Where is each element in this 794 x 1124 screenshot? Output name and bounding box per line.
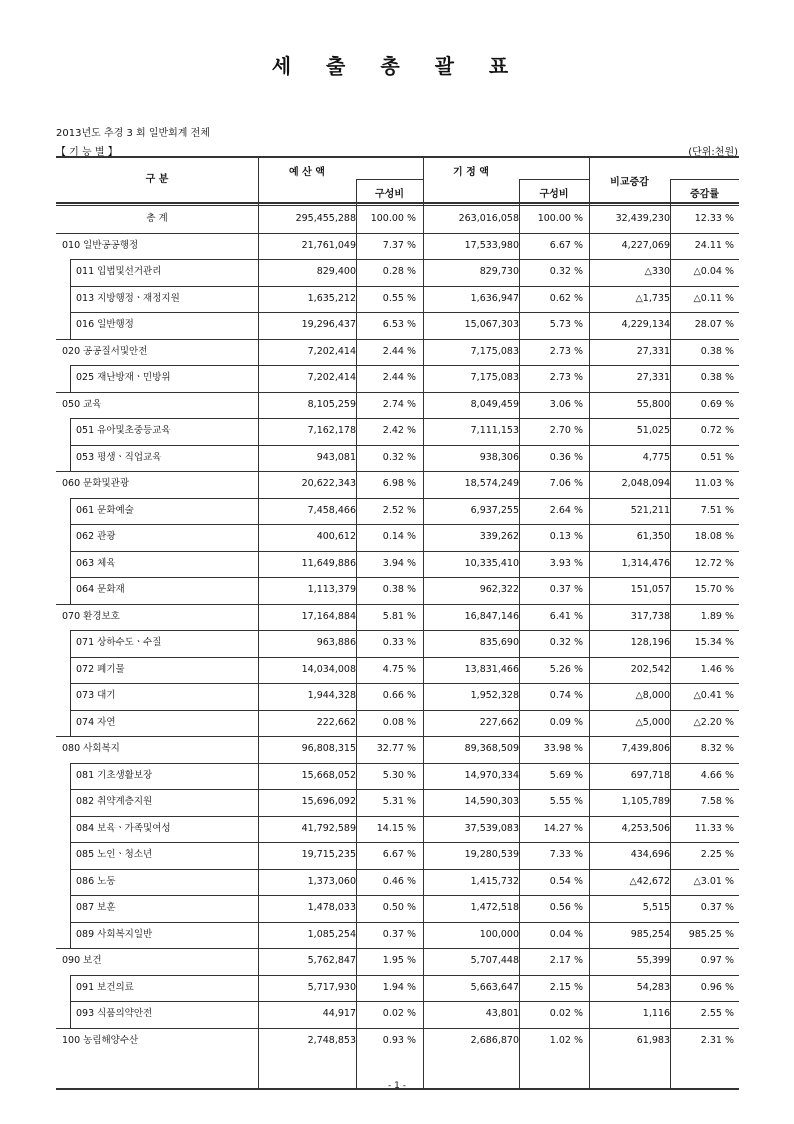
row-value-v5: 61,983 [636,1034,670,1046]
row-value-v3: 100,000 [479,928,519,940]
row-value-v6: 0.38 % [700,372,734,383]
table-row [56,233,739,259]
document-subtitle: 2013년도 추경 3 회 일반회계 전체 [56,128,210,139]
row-value-v1: 15,668,052 [301,769,356,781]
row-value-v5: 128,196 [630,637,670,648]
row-value-v2: 2.42 % [382,425,416,436]
row-value-v4: 0.13 % [549,531,583,542]
row-category: 060 문화및관광 [62,478,130,489]
row-value-v5: 1,105,789 [621,796,670,807]
header-category: 구 분 [145,174,169,185]
row-value-v6: 1.46 % [700,663,734,675]
table-row [56,365,739,391]
row-value-v1: 44,917 [322,1008,356,1019]
row-value-v5: △330 [644,266,670,277]
row-value-v6: 12.72 % [694,557,734,569]
row-value-v2: 2.44 % [382,345,416,357]
row-value-v6: 0.37 % [700,902,734,913]
row-value-v3: 16,847,146 [464,610,519,622]
row-value-v4: 7.06 % [549,478,583,489]
row-value-v3: 19,280,539 [464,849,519,860]
row-value-v3: 829,730 [479,266,519,277]
row-value-v1: 1,113,379 [307,584,356,595]
row-value-v1: 7,458,466 [307,504,356,516]
row-value-v4: 5.55 % [549,796,583,807]
row-value-v5: △42,672 [629,875,670,887]
table-row [56,630,739,656]
header-budget-ratio: 구성비 [375,189,404,200]
row-value-v2: 0.46 % [382,875,416,887]
row-value-v2: 2.44 % [382,372,416,383]
row-value-v6: 2.55 % [700,1008,734,1019]
row-value-v6: △0.11 % [693,292,734,304]
row-value-v6: 7.51 % [700,504,734,516]
row-value-v6: 2.25 % [700,849,734,860]
row-value-v5: 27,331 [636,345,670,357]
row-value-v1: 19,715,235 [301,849,356,860]
row-value-v3: 263,016,058 [458,213,519,224]
table-row [56,816,739,842]
row-value-v1: 11,649,886 [301,557,356,569]
row-category: 013 지방행정ㆍ재정지원 [76,292,180,304]
row-value-v1: 7,202,414 [307,372,356,383]
row-value-v5: 54,283 [636,981,670,993]
row-category: 082 취약계층지원 [76,796,153,807]
row-value-v1: 21,761,049 [301,239,356,251]
row-value-v1: 829,400 [316,266,356,277]
row-value-v6: 15.34 % [694,637,734,648]
row-value-v2: 3.94 % [382,557,416,569]
row-value-v3: 1,415,732 [470,875,519,887]
row-value-v6: 0.96 % [700,981,734,993]
row-value-v3: 89,368,509 [464,743,519,754]
row-value-v6: △2.20 % [693,716,734,728]
row-category: 089 사회복지일반 [76,928,153,940]
row-value-v2: 100.00 % [370,213,416,224]
table-row [56,683,739,709]
row-value-v3: 15,067,303 [464,319,519,330]
row-category: 093 식품의약안전 [76,1008,153,1019]
row-value-v2: 0.93 % [382,1034,416,1046]
row-value-v1: 1,373,060 [307,875,356,887]
row-value-v2: 0.66 % [382,690,416,701]
row-value-v1: 2,748,853 [307,1034,356,1046]
row-value-v4: 5.69 % [549,769,583,781]
row-category: 081 기초생활보장 [76,769,153,781]
row-value-v6: 28.07 % [694,319,734,330]
row-value-v2: 2.74 % [382,398,416,410]
row-value-v3: 2,686,870 [470,1034,519,1046]
row-value-v4: 100.00 % [537,213,583,224]
row-category: 071 상하수도ㆍ수질 [76,637,162,648]
table-row [56,339,739,365]
row-value-v2: 0.55 % [382,292,416,304]
row-value-v1: 5,762,847 [307,955,356,966]
row-value-v4: 0.09 % [549,716,583,728]
page-number: - 1 - [388,1081,406,1091]
row-value-v4: 3.06 % [549,398,583,410]
row-category: 070 환경보호 [62,610,120,622]
row-value-v5: 27,331 [636,372,670,383]
row-value-v3: 8,049,459 [470,398,519,410]
row-value-v6: 1.89 % [700,610,734,622]
table-row [56,657,739,683]
table-row [56,259,739,285]
row-value-v3: 227,662 [479,716,519,728]
row-value-v3: 18,574,249 [464,478,519,489]
row-value-v5: 202,542 [630,663,670,675]
row-value-v1: 1,085,254 [307,928,356,940]
row-value-v3: 835,690 [479,637,519,648]
row-category: 091 보건의료 [76,981,134,993]
table-row [56,445,739,471]
row-value-v1: 963,886 [316,637,356,648]
table-row [56,710,739,736]
row-category: 016 일반행정 [76,319,134,330]
row-category: 025 재난방재ㆍ민방위 [76,372,171,383]
row-value-v4: 2.64 % [549,504,583,516]
row-value-v3: 7,111,153 [470,425,519,436]
row-value-v5: 5,515 [642,902,670,913]
row-value-v6: 0.51 % [700,451,734,463]
row-value-v4: 2.17 % [549,955,583,966]
row-value-v5: 2,048,094 [621,478,670,489]
row-value-v6: 0.72 % [700,425,734,436]
row-value-v5: 1,116 [642,1008,670,1019]
row-value-v5: 4,253,506 [621,822,670,834]
row-value-v3: 7,175,083 [470,372,519,383]
row-value-v1: 7,202,414 [307,345,356,357]
row-value-v4: 14.27 % [543,822,583,834]
row-value-v1: 1,478,033 [307,902,356,913]
row-value-v5: 985,254 [630,928,670,940]
table-row [56,577,739,603]
row-value-v5: 151,057 [630,584,670,595]
row-category: 051 유아및초중등교육 [76,425,171,436]
row-value-v6: 15.70 % [694,584,734,595]
row-value-v1: 7,162,178 [307,425,356,436]
row-category: 073 대기 [76,690,116,701]
row-value-v4: 0.32 % [549,637,583,648]
row-value-v1: 20,622,343 [301,478,356,489]
row-value-v1: 41,792,589 [301,822,356,834]
row-value-v6: △0.04 % [693,266,734,277]
row-value-v2: 0.02 % [382,1008,416,1019]
row-value-v2: 7.37 % [382,239,416,251]
row-category: 063 체육 [76,557,116,569]
table-row [56,286,739,312]
header-budget: 예 산 액 [289,167,325,178]
row-value-v1: 400,612 [316,531,356,542]
row-category: 074 자연 [76,716,116,728]
row-value-v1: 14,034,008 [301,663,356,675]
row-value-v5: 317,738 [630,610,670,622]
row-value-v6: 0.97 % [700,955,734,966]
row-value-v2: 0.28 % [382,266,416,277]
row-value-v3: 14,590,303 [464,796,519,807]
row-value-v3: 7,175,083 [470,345,519,357]
row-value-v5: 434,696 [630,849,670,860]
row-value-v2: 14.15 % [376,822,416,834]
row-value-v4: 0.36 % [549,451,583,463]
row-category: 050 교육 [62,398,102,410]
row-value-v4: 0.04 % [549,928,583,940]
table-row [56,1001,739,1027]
table-row [56,922,739,948]
row-value-v1: 5,717,930 [307,981,356,993]
row-value-v5: 4,229,134 [621,319,670,330]
row-value-v4: 0.74 % [549,690,583,701]
row-value-v2: 0.38 % [382,584,416,595]
table-row [56,736,739,762]
row-value-v2: 5.30 % [382,769,416,781]
row-value-v6: 985.25 % [688,928,734,940]
row-value-v2: 1.95 % [382,955,416,966]
row-value-v1: 17,164,884 [301,610,356,622]
row-value-v6: △3.01 % [693,875,734,887]
row-value-v4: 5.26 % [549,663,583,675]
row-category: 053 평생ㆍ직업교육 [76,451,162,463]
row-value-v3: 1,636,947 [470,292,519,304]
header-compare: 비교증감 [610,177,649,188]
row-value-v5: 61,350 [636,531,670,542]
row-value-v4: 7.33 % [549,849,583,860]
header-prior-ratio: 구성비 [539,189,569,200]
row-value-v2: 4.75 % [382,663,416,675]
table-row [56,1028,739,1054]
row-value-v3: 13,831,466 [464,663,519,675]
row-value-v1: 8,105,259 [307,398,356,410]
row-value-v4: 6.67 % [549,239,583,251]
row-value-v1: 96,808,315 [301,743,356,754]
total-row [56,206,739,232]
table-row [56,975,739,1001]
row-category: 100 농림해양수산 [62,1034,139,1046]
row-value-v2: 0.14 % [382,531,416,542]
row-value-v6: 24.11 % [694,239,734,251]
row-value-v2: 6.67 % [382,849,416,860]
row-category: 086 노동 [76,875,116,887]
row-value-v4: 3.93 % [549,557,583,569]
row-value-v5: 697,718 [630,769,670,781]
table-row [56,471,739,497]
row-value-v5: 7,439,806 [621,743,670,754]
row-category: 011 입법및선거관리 [76,266,162,277]
row-value-v4: 1.02 % [549,1034,583,1046]
table-row [56,312,739,338]
row-value-v1: 295,455,288 [295,213,356,224]
row-value-v3: 14,970,334 [464,769,519,781]
row-value-v1: 222,662 [316,716,356,728]
row-category: 085 노인ㆍ청소년 [76,849,153,860]
row-value-v6: 11.33 % [694,822,734,834]
table-row [56,418,739,444]
row-value-v6: 18.08 % [694,531,734,542]
table-row [56,948,739,974]
row-value-v6: 0.38 % [700,345,734,357]
row-value-v6: 12.33 % [694,213,734,224]
row-value-v1: 943,081 [316,451,356,463]
row-value-v2: 6.53 % [382,319,416,330]
table-row [56,551,739,577]
row-value-v5: 55,399 [636,955,670,966]
header-rate: 증감률 [690,189,719,200]
row-value-v6: 0.69 % [700,398,734,410]
table-row [56,524,739,550]
row-value-v3: 37,539,083 [464,822,519,834]
table-row [56,392,739,418]
row-value-v3: 339,262 [479,531,519,542]
row-value-v5: △8,000 [635,690,670,701]
unit-label: (단위:천원) [688,147,738,158]
row-category: 072 폐기물 [76,663,125,675]
row-value-v2: 1.94 % [382,981,416,993]
row-category: 010 일반공공행정 [62,239,139,251]
row-value-v5: 4,775 [642,451,670,463]
row-value-v2: 2.52 % [382,504,416,516]
row-value-v2: 0.33 % [382,637,416,648]
row-value-v4: 0.37 % [549,584,583,595]
row-value-v5: 51,025 [636,425,670,436]
row-category: 084 보육ㆍ가족및여성 [76,822,171,834]
row-value-v3: 1,472,518 [470,902,519,913]
row-category: 총 계 [146,213,168,224]
table-row [56,869,739,895]
row-value-v5: 55,800 [636,398,670,410]
row-category: 064 문화재 [76,584,125,595]
row-value-v3: 5,707,448 [470,955,519,966]
row-value-v4: 2.70 % [549,425,583,436]
row-category: 061 문화예술 [76,504,134,516]
row-value-v1: 15,696,092 [301,796,356,807]
row-value-v3: 17,533,980 [464,239,519,251]
row-value-v2: 6.98 % [382,478,416,489]
row-value-v3: 43,801 [485,1008,519,1019]
row-category: 087 보훈 [76,902,116,913]
table-row [56,842,739,868]
page-title: 세 출 총 괄 표 [271,54,523,78]
row-value-v6: 7.58 % [700,796,734,807]
row-value-v6: 2.31 % [700,1034,734,1046]
row-value-v5: 521,211 [630,504,670,516]
row-value-v6: △0.41 % [693,690,734,701]
row-value-v3: 938,306 [479,451,519,463]
row-category: 090 보건 [62,955,102,966]
row-value-v6: 4.66 % [700,769,734,781]
row-value-v4: 0.32 % [549,266,583,277]
row-value-v2: 32.77 % [376,743,416,754]
table-row [56,763,739,789]
row-value-v3: 6,937,255 [470,504,519,516]
row-value-v5: △1,735 [635,292,670,304]
row-category: 080 사회복지 [62,743,120,754]
row-value-v5: △5,000 [635,716,670,728]
row-value-v4: 33.98 % [543,743,583,754]
row-value-v5: 1,314,476 [621,557,670,569]
row-value-v4: 2.73 % [549,345,583,357]
table-row [56,498,739,524]
row-value-v3: 5,663,647 [470,981,519,993]
row-value-v4: 6.41 % [549,610,583,622]
table-row [56,789,739,815]
row-value-v3: 962,322 [479,584,519,595]
row-value-v6: 11.03 % [694,478,734,489]
row-value-v2: 5.81 % [382,610,416,622]
row-value-v5: 32,439,230 [615,213,670,224]
row-value-v4: 2.15 % [549,981,583,993]
row-value-v4: 2.73 % [549,372,583,383]
row-value-v2: 0.37 % [382,928,416,940]
row-value-v4: 5.73 % [549,319,583,330]
row-value-v5: 4,227,069 [621,239,670,251]
row-value-v1: 1,635,212 [307,292,356,304]
row-category: 062 관광 [76,531,116,542]
row-value-v2: 0.08 % [382,716,416,728]
table-row [56,604,739,630]
row-value-v2: 5.31 % [382,796,416,807]
row-value-v4: 0.54 % [549,875,583,887]
row-value-v1: 19,296,437 [301,319,356,330]
row-category: 020 공공질서및안전 [62,345,148,357]
section-label: 【 기 능 별 】 [56,147,118,158]
row-value-v3: 1,952,328 [470,690,519,701]
row-value-v4: 0.02 % [549,1008,583,1019]
row-value-v6: 8.32 % [700,743,734,754]
row-value-v3: 10,335,410 [464,557,519,569]
row-value-v4: 0.56 % [549,902,583,913]
row-value-v1: 1,944,328 [307,690,356,701]
row-value-v4: 0.62 % [549,292,583,304]
table-row [56,895,739,921]
row-value-v2: 0.50 % [382,902,416,913]
row-value-v2: 0.32 % [382,451,416,463]
header-prior: 기 정 액 [453,167,489,178]
